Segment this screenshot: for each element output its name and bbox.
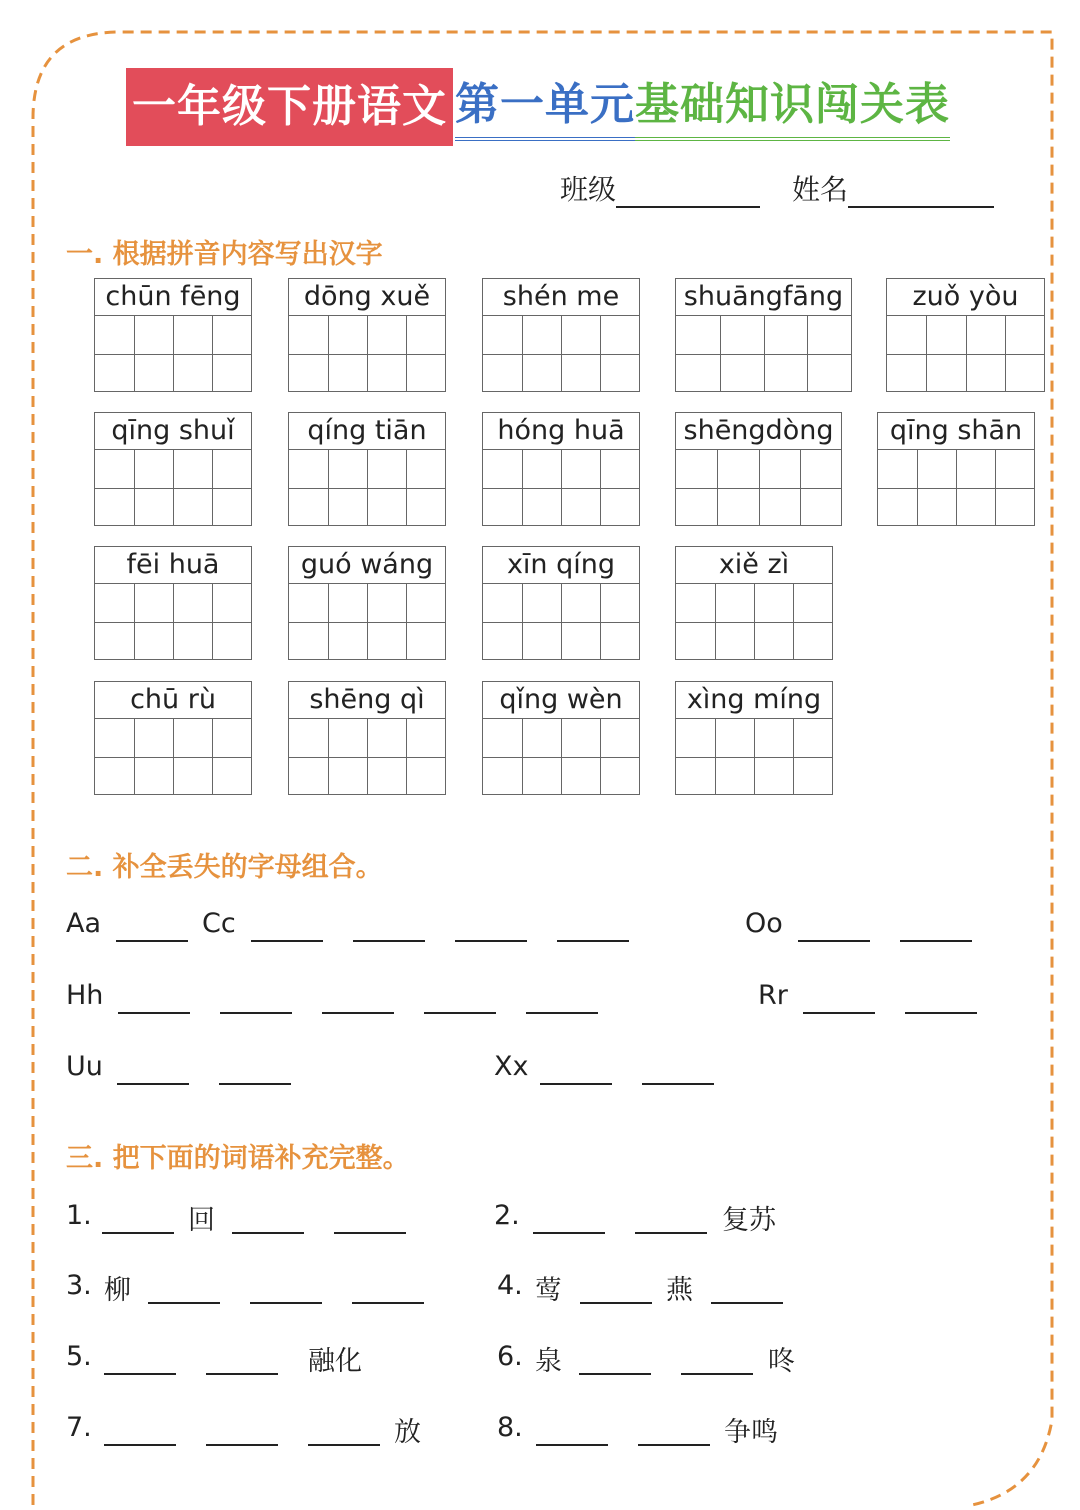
- letter-uu: Uu: [66, 1051, 103, 1082]
- pinyin-label: shuāngfāng: [676, 279, 851, 316]
- letter-blank[interactable]: [803, 1012, 875, 1014]
- pinyin-label: dōng xuě: [289, 279, 445, 316]
- letter-blank[interactable]: [642, 1083, 714, 1085]
- word-blank[interactable]: [104, 1444, 176, 1446]
- name-blank[interactable]: [848, 176, 994, 208]
- pinyin-label: guó wáng: [289, 547, 445, 584]
- letter-blank[interactable]: [540, 1083, 612, 1085]
- letter-rr: Rr: [758, 980, 788, 1011]
- writing-boxes[interactable]: [676, 450, 841, 525]
- letter-blank[interactable]: [117, 1083, 189, 1085]
- pinyin-cell: [288, 546, 446, 660]
- pinyin-label: xiě zì: [676, 547, 832, 584]
- title-grade-part: 一年级下册语文: [126, 68, 453, 146]
- class-blank[interactable]: [616, 176, 760, 208]
- pinyin-cell: [675, 278, 852, 392]
- item-number: 4.: [497, 1270, 523, 1301]
- writing-boxes[interactable]: [289, 719, 445, 794]
- pinyin-cell: [482, 412, 640, 526]
- letter-blank[interactable]: [905, 1012, 977, 1014]
- writing-boxes[interactable]: [483, 719, 639, 794]
- writing-boxes[interactable]: [483, 584, 639, 659]
- word-blank[interactable]: [334, 1232, 406, 1234]
- letter-oo: Oo: [745, 908, 783, 939]
- item-char: 燕: [666, 1275, 693, 1306]
- letter-blank[interactable]: [219, 1083, 291, 1085]
- word-blank[interactable]: [206, 1444, 278, 1446]
- letter-blank[interactable]: [322, 1012, 394, 1014]
- writing-boxes[interactable]: [95, 316, 251, 391]
- pinyin-label: shén me: [483, 279, 639, 316]
- word-blank[interactable]: [635, 1232, 707, 1234]
- pinyin-label: qíng tiān: [289, 413, 445, 450]
- letter-blank[interactable]: [557, 940, 629, 942]
- item-number: 6.: [497, 1341, 523, 1372]
- pinyin-label: qīng shān: [878, 413, 1034, 450]
- item-char: 争鸣: [724, 1417, 778, 1448]
- pinyin-label: shēngdòng: [676, 413, 841, 450]
- pinyin-label: qīng shuǐ: [95, 413, 251, 450]
- pinyin-cell: [482, 278, 640, 392]
- word-blank[interactable]: [104, 1373, 176, 1375]
- item-char: 回: [188, 1205, 215, 1236]
- pinyin-label: shēng qì: [289, 682, 445, 719]
- letter-blank[interactable]: [424, 1012, 496, 1014]
- word-blank[interactable]: [102, 1232, 174, 1234]
- section-1-heading: 一. 根据拼音内容写出汉字: [66, 239, 383, 270]
- writing-boxes[interactable]: [95, 450, 251, 525]
- item-char: 融化: [308, 1346, 362, 1377]
- item-number: 2.: [494, 1200, 520, 1231]
- item-number: 3.: [66, 1270, 92, 1301]
- pinyin-cell: [288, 681, 446, 795]
- letter-xx: Xx: [494, 1051, 529, 1082]
- item-char: 放: [394, 1417, 421, 1448]
- title-topic-part: 基础知识闯关表: [635, 73, 950, 141]
- item-number: 8.: [497, 1412, 523, 1443]
- writing-boxes[interactable]: [676, 316, 851, 391]
- word-blank[interactable]: [638, 1444, 710, 1446]
- writing-boxes[interactable]: [483, 316, 639, 391]
- word-blank[interactable]: [580, 1302, 652, 1304]
- class-label: 班级: [560, 173, 617, 206]
- writing-boxes[interactable]: [95, 719, 251, 794]
- word-blank[interactable]: [536, 1444, 608, 1446]
- pinyin-label: chūn fēng: [95, 279, 251, 316]
- letter-blank[interactable]: [526, 1012, 598, 1014]
- writing-boxes[interactable]: [289, 316, 445, 391]
- title-unit-part: 第一单元: [455, 73, 635, 141]
- word-blank[interactable]: [681, 1373, 753, 1375]
- pinyin-label: qǐng wèn: [483, 682, 639, 719]
- word-blank[interactable]: [250, 1302, 322, 1304]
- item-char: 柳: [104, 1275, 131, 1306]
- writing-boxes[interactable]: [95, 584, 251, 659]
- pinyin-label: xīn qíng: [483, 547, 639, 584]
- pinyin-label: chū rù: [95, 682, 251, 719]
- pinyin-cell: [675, 681, 833, 795]
- writing-boxes[interactable]: [483, 450, 639, 525]
- letter-blank[interactable]: [220, 1012, 292, 1014]
- letter-blank[interactable]: [118, 1012, 190, 1014]
- pinyin-label: fēi huā: [95, 547, 251, 584]
- item-number: 7.: [66, 1412, 92, 1443]
- letter-blank[interactable]: [353, 940, 425, 942]
- item-char: 莺: [535, 1275, 562, 1306]
- letter-blank[interactable]: [116, 940, 188, 942]
- name-label: 姓名: [792, 173, 849, 206]
- word-blank[interactable]: [352, 1302, 424, 1304]
- writing-boxes[interactable]: [878, 450, 1034, 525]
- word-blank[interactable]: [711, 1302, 783, 1304]
- pinyin-cell: [877, 412, 1035, 526]
- pinyin-label: zuǒ yòu: [887, 279, 1044, 316]
- writing-boxes[interactable]: [676, 719, 832, 794]
- letter-aa: Aa: [66, 908, 102, 939]
- pinyin-cell: [886, 278, 1045, 392]
- letter-blank[interactable]: [455, 940, 527, 942]
- pinyin-cell: [675, 546, 833, 660]
- worksheet-title: [126, 68, 950, 146]
- item-char: 咚: [768, 1346, 795, 1377]
- pinyin-cell: [94, 412, 252, 526]
- class-field: [560, 168, 760, 208]
- pinyin-cell: [94, 278, 252, 392]
- pinyin-cell: [288, 278, 446, 392]
- word-blank[interactable]: [533, 1232, 605, 1234]
- writing-boxes[interactable]: [887, 316, 1044, 391]
- word-blank[interactable]: [308, 1444, 380, 1446]
- pinyin-cell: [288, 412, 446, 526]
- writing-boxes[interactable]: [289, 450, 445, 525]
- word-blank[interactable]: [206, 1373, 278, 1375]
- writing-boxes[interactable]: [676, 584, 832, 659]
- letter-blank[interactable]: [900, 940, 972, 942]
- letter-blank[interactable]: [798, 940, 870, 942]
- pinyin-cell: [482, 546, 640, 660]
- word-blank[interactable]: [148, 1302, 220, 1304]
- word-blank[interactable]: [232, 1232, 304, 1234]
- pinyin-label: hóng huā: [483, 413, 639, 450]
- pinyin-cell: [482, 681, 640, 795]
- pinyin-cell: [94, 546, 252, 660]
- letter-cc: Cc: [202, 908, 236, 939]
- word-blank[interactable]: [579, 1373, 651, 1375]
- writing-boxes[interactable]: [289, 584, 445, 659]
- pinyin-cell: [94, 681, 252, 795]
- name-field: [792, 168, 994, 208]
- item-char: 泉: [535, 1346, 562, 1377]
- item-number: 5.: [66, 1341, 92, 1372]
- item-number: 1.: [66, 1200, 92, 1231]
- pinyin-label: xìng míng: [676, 682, 832, 719]
- section-3-heading: 三. 把下面的词语补充完整。: [66, 1143, 410, 1174]
- item-char: 复苏: [722, 1205, 776, 1236]
- letter-blank[interactable]: [251, 940, 323, 942]
- letter-hh: Hh: [66, 980, 104, 1011]
- pinyin-cell: [675, 412, 842, 526]
- section-2-heading: 二. 补全丢失的字母组合。: [66, 852, 383, 883]
